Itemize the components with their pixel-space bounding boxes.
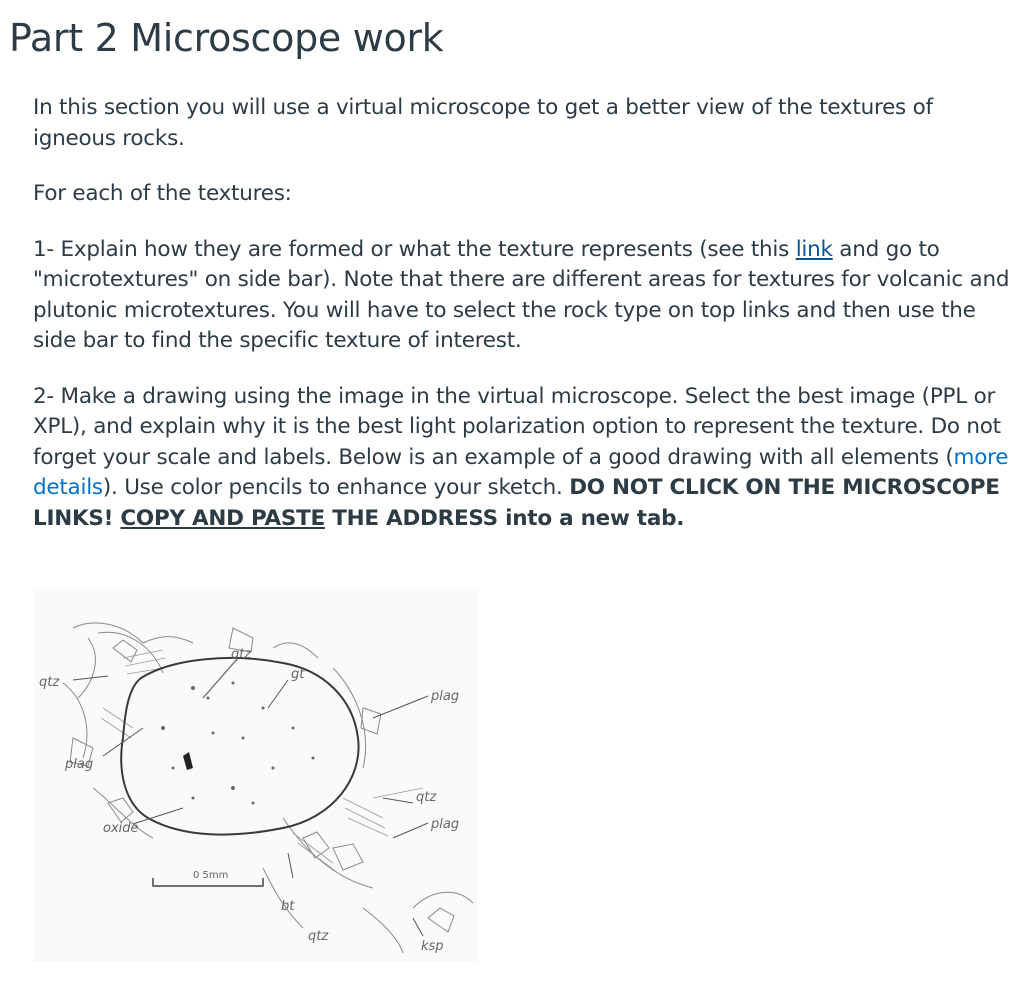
for-each-paragraph: For each of the textures:: [33, 181, 292, 206]
step-2-text-start: 2- Make a drawing using the image in the virtual microscope. Select the best image (PPL or XPL), and explain why it is the best light polarization option to represent the texture. Do not forget your scale and labels. Below is an example of a good drawing with all elements (: [33, 383, 1001, 470]
label-plag-left: plag: [65, 757, 94, 772]
label-plag-lower-right: plag: [431, 817, 460, 832]
copy-and-paste-emphasis: COPY AND PASTE: [120, 505, 325, 531]
intro-paragraph: In this section you will use a virtual microscope to get a better view of the textures of igneous rocks.: [33, 95, 933, 151]
label-bt: bt: [281, 899, 295, 914]
label-plag-right: plag: [431, 689, 460, 704]
step-2-paragraph: [33, 382, 1013, 535]
label-oxide: oxide: [103, 821, 139, 836]
step-1-text-start: 1- Explain how they are formed or what the texture represents (see this: [33, 236, 796, 262]
address-instruction: THE ADDRESS into a new tab.: [324, 505, 685, 531]
more-details-link[interactable]: more details: [33, 444, 1009, 500]
microtextures-link[interactable]: link: [795, 236, 833, 262]
assignment-content: [33, 93, 1013, 559]
scale-bar-label: 0 5mm: [193, 870, 229, 881]
label-qtz-top: qtz: [231, 647, 252, 662]
page-title: Part 2 Microscope work: [9, 16, 444, 60]
label-gt: gt: [291, 667, 305, 682]
example-drawing: [33, 588, 478, 962]
label-qtz-left: qtz: [39, 675, 60, 690]
microscope-sketch: [33, 588, 478, 962]
do-not-click-warning: DO NOT CLICK ON THE MICROSCOPE LINKS!: [33, 475, 1000, 531]
step-1-paragraph: [33, 235, 1013, 357]
step-2-text-middle: ). Use color pencils to enhance your sketch.: [102, 475, 570, 500]
step-1-text-end: and go to "microtextures" on side bar). Note that there are different areas for textures for volcanic and plutonic microtextures. You will have to select the rock type on top links and then use the side bar to find the specific texture of interest.: [33, 236, 1010, 353]
label-qtz-bottom: qtz: [308, 929, 329, 944]
label-ksp: ksp: [421, 939, 444, 954]
label-qtz-right: qtz: [416, 790, 437, 805]
